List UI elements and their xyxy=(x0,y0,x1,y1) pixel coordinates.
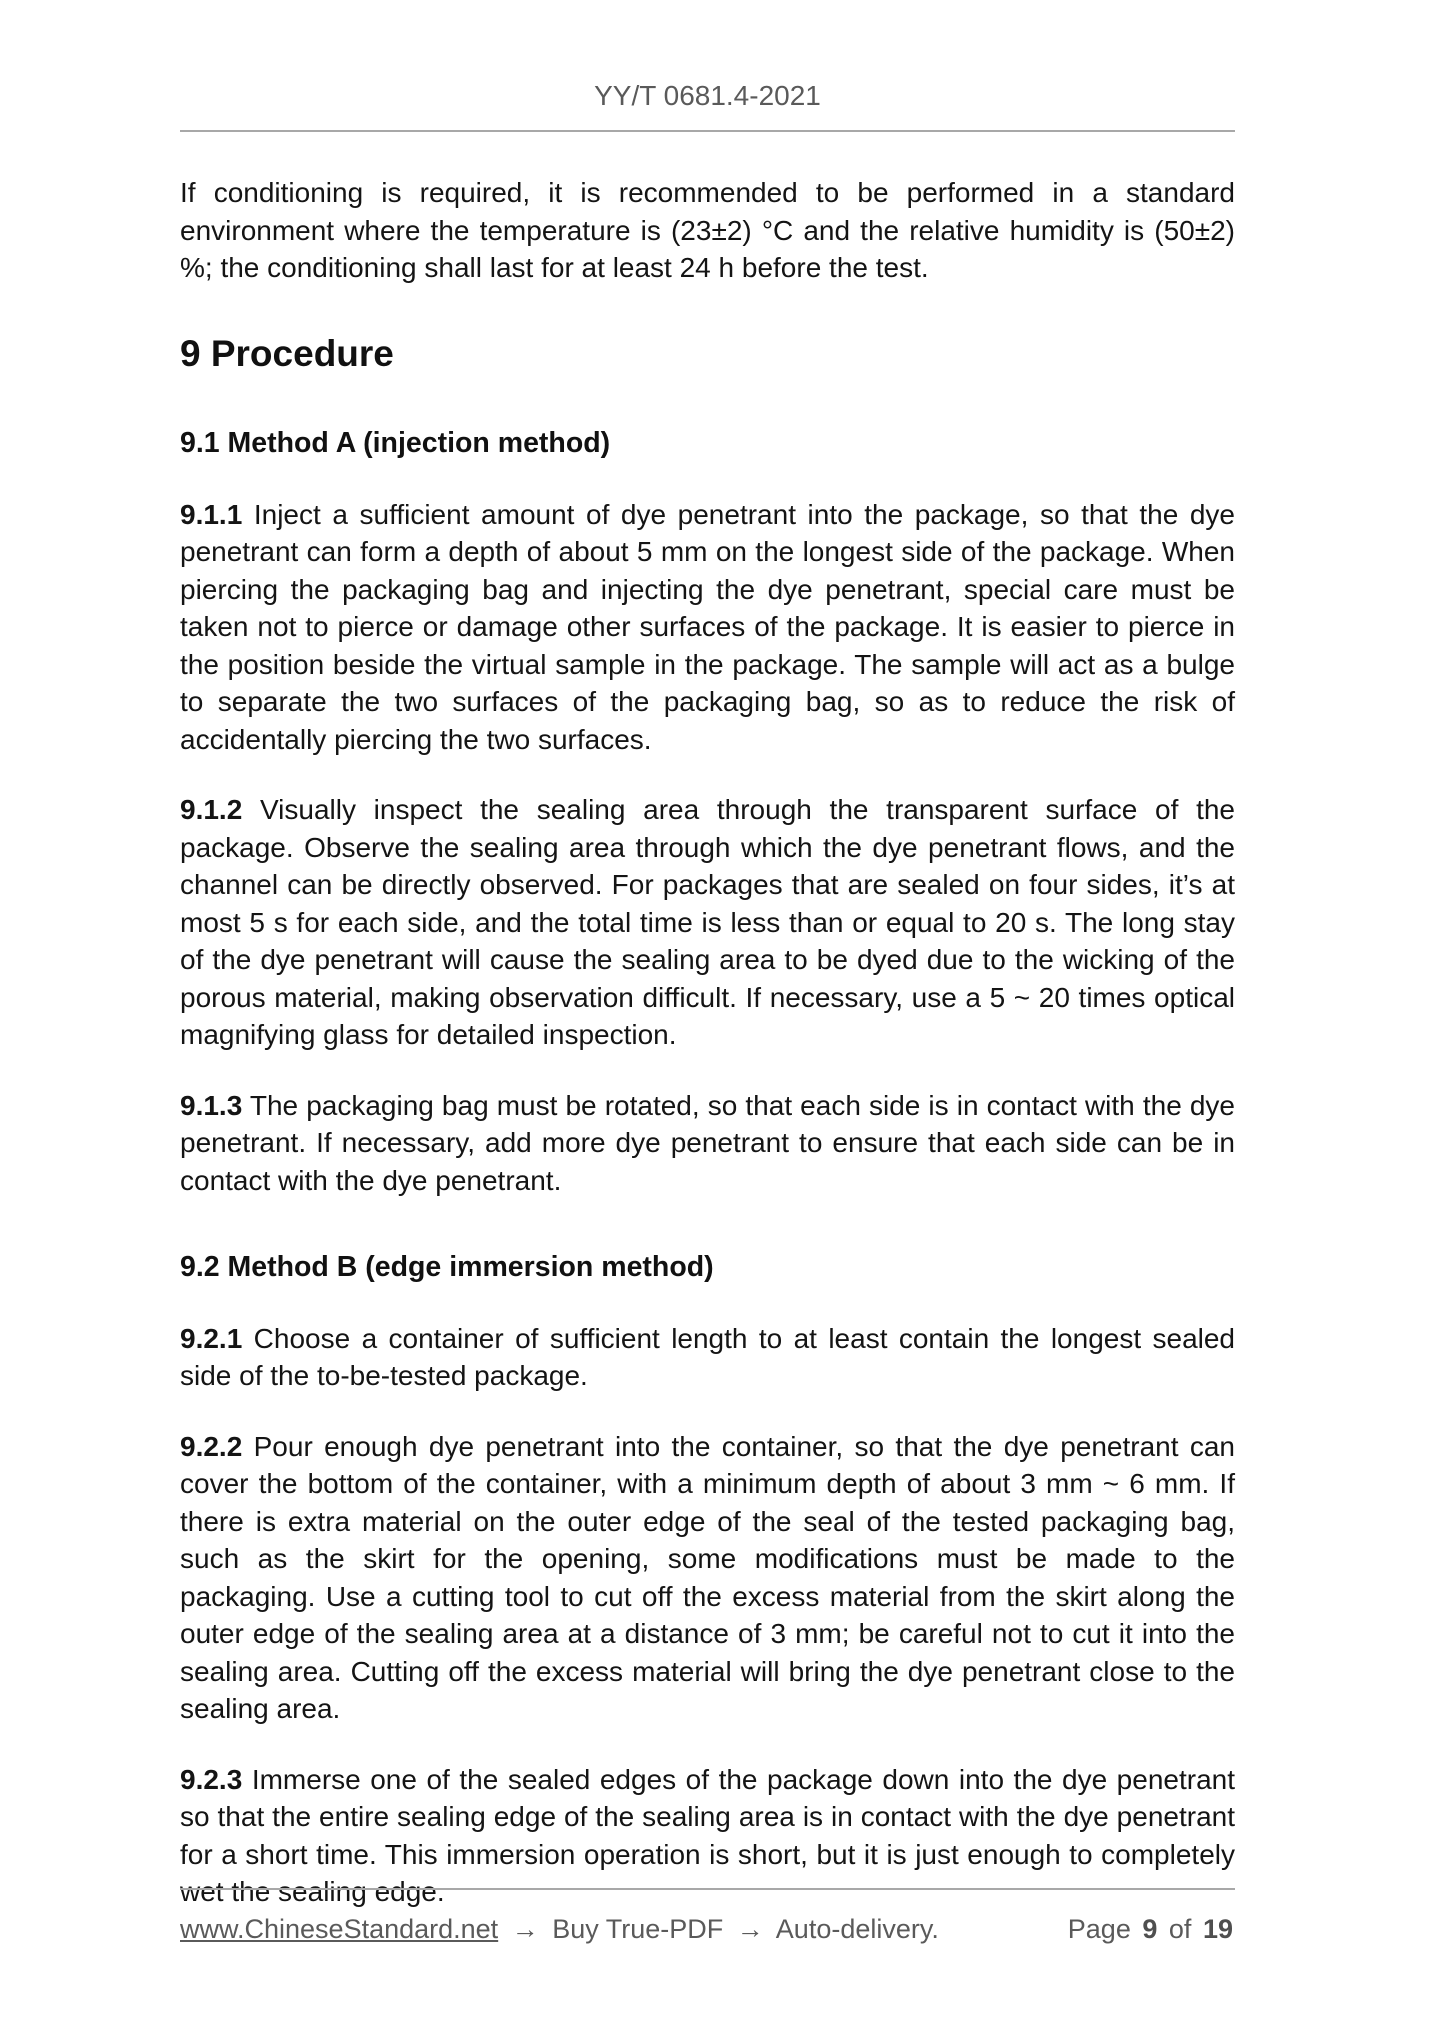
page-indicator xyxy=(1066,1913,1235,1945)
clause-number: 9.2.1 xyxy=(180,1322,243,1354)
clause-number: 9.2.3 xyxy=(180,1763,243,1795)
paragraph-9-1-3 xyxy=(180,1087,1235,1200)
total-page-number: 19 xyxy=(1202,1914,1233,1944)
clause-text: Choose a container of sufficient length to at least contain the longest sealed side of the to-be-tested package. xyxy=(180,1322,1236,1392)
of-label: of xyxy=(1168,1914,1192,1944)
subsection-heading-9-2 xyxy=(180,1249,1235,1287)
current-page-number: 9 xyxy=(1142,1914,1158,1944)
paragraph-9-2-2 xyxy=(180,1428,1235,1728)
standard-number: YY/T 0681.4-2021 xyxy=(594,80,821,111)
page-footer xyxy=(180,1888,1235,1945)
footer-website-link[interactable]: www.ChineseStandard.net xyxy=(180,1914,499,1944)
paragraph-9-1-2 xyxy=(180,791,1235,1054)
subsection-heading-text: 9.2 Method B (edge immersion method) xyxy=(180,1251,714,1284)
page-label: Page xyxy=(1067,1914,1131,1944)
clause-text: Immerse one of the sealed edges of the package down into the dye penetrant so that the entire sealing edge of the sealing area is in contact with the dye penetrant for a short time. This immersion operation is short, but it is just enough to completely wet the sealing edge. xyxy=(180,1763,1235,1908)
page-content xyxy=(180,0,1235,1911)
clause-text: Visually inspect the sealing area through the transparent surface of the package. Observe the sealing area through which the dye penetrant flows, and the channel can be directly observed. For packages that are sealed on four sides, it’s at most 5 s for each side, and the total time is less than or equal to 20 s. The long stay of the dye penetrant will cause the sealing area to be dyed due to the wicking of the porous material, making observation difficult. If necessary, use a 5 ~ 20 times optical magnifying glass for detailed inspection. xyxy=(180,794,1235,1051)
clause-text: The packaging bag must be rotated, so that each side is in contact with the dye penetrant. If necessary, add more dye penetrant to ensure that each side can be in contact with the dye penetrant. xyxy=(180,1089,1235,1196)
intro-text: If conditioning is required, it is recommended to be performed in a standard environment where the temperature is (23±2) °C and the relative humidity is (50±2) %; the conditioning shall last for at least 24 h before the test. xyxy=(180,177,1235,284)
footer-buy-text: Buy True-PDF xyxy=(552,1914,724,1944)
arrow-right-icon: → xyxy=(511,1914,539,1944)
clause-text: Inject a sufficient amount of dye penetrant into the package, so that the dye penetrant can form a depth of about 5 mm on the longest side of the package. When piercing the packaging bag and injecting the dye penetrant, special care must be taken not to pierce or damage other surfaces of the package. It is easier to pierce in the position beside the virtual sample in the package. The sample will act as a bulge to separate the two surfaces of the packaging bag, so as to reduce the risk of accidentally piercing the two surfaces. xyxy=(180,498,1236,755)
subsection-heading-text: 9.1 Method A (injection method) xyxy=(180,427,611,460)
footer-source xyxy=(180,1913,939,1945)
clause-number: 9.1.3 xyxy=(180,1089,243,1121)
arrow-right-icon: → xyxy=(736,1914,764,1944)
clause-number: 9.1.2 xyxy=(180,794,243,826)
footer-delivery-text: Auto-delivery. xyxy=(775,1914,939,1944)
paragraph-9-2-1 xyxy=(180,1320,1235,1395)
header-divider xyxy=(180,130,1235,132)
clause-number: 9.2.2 xyxy=(180,1430,243,1462)
clause-number: 9.1.1 xyxy=(180,498,243,530)
intro-paragraph xyxy=(180,174,1235,287)
paragraph-9-1-1 xyxy=(180,496,1235,759)
section-heading-text: 9 Procedure xyxy=(180,332,394,374)
section-heading-9 xyxy=(180,333,1235,376)
subsection-heading-9-1 xyxy=(180,425,1235,463)
clause-text: Pour enough dye penetrant into the container, so that the dye penetrant can cover the bottom of the container, with a minimum depth of about 3 mm ~ 6 mm. If there is extra material on the outer edge of the seal of the tested packaging bag, such as the skirt for the opening, some modifications must be made to the packaging. Use a cutting tool to cut off the excess material from the skirt along the outer edge of the sealing area at a distance of 3 mm; be careful not to cut it into the sealing area. Cutting off the excess material will bring the dye penetrant close to the sealing area. xyxy=(180,1430,1236,1725)
page-header xyxy=(180,0,1235,114)
